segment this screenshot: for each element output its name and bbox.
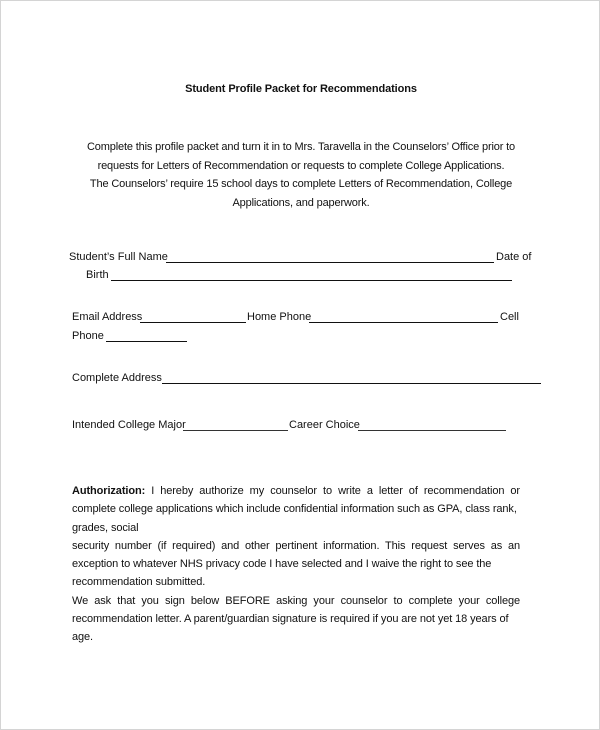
authorization-tail-3: age.: [72, 631, 94, 644]
home-phone-field[interactable]: [309, 322, 498, 323]
authorization-paragraph-1: [72, 482, 520, 519]
authorization-paragraph-2: security number (if required) and other pertinent information. This request serves as an exception to whatever NHS privacy code I have selected and I waive the right to see the: [72, 539, 520, 571]
date-of-birth-label-cont: Birth: [86, 269, 109, 281]
college-major-field[interactable]: [183, 430, 288, 431]
full-name-label: Student’s Full Name: [69, 251, 168, 263]
college-major-label: Intended College Major: [72, 419, 186, 431]
career-choice-label: Career Choice: [289, 419, 360, 431]
address-label: Complete Address: [72, 372, 162, 384]
intro-line: Complete this profile packet and turn it in to Mrs. Taravella in the Counselors’ Office prior to: [86, 141, 516, 153]
home-phone-label: Home Phone: [247, 311, 312, 323]
address-field[interactable]: [162, 383, 541, 384]
intro-line: requests for Letters of Recommendation or requests to complete College Applications.: [97, 159, 505, 172]
contact-row: [1, 310, 600, 350]
authorization-text: I hereby authorize my counselor to write a letter of recommendation or complete college applications which include confidential information such as GPA, class rank,: [72, 485, 520, 516]
intro-line: Applications, and paperwork.: [232, 196, 370, 209]
cell-phone-field[interactable]: [106, 341, 187, 342]
authorization-heading: Authorization:: [72, 485, 146, 497]
authorization-tail-1: grades, social: [72, 521, 139, 534]
intro-paragraph: [71, 138, 531, 212]
document-title: Student Profile Packet for Recommendations: [185, 83, 417, 95]
date-of-birth-field[interactable]: [111, 280, 512, 281]
email-label: Email Address: [72, 311, 143, 323]
cell-phone-label: Cell: [500, 311, 519, 323]
intro-line: The Counselors’ require 15 school days to complete Letters of Recommendation, College: [89, 178, 513, 190]
career-choice-field[interactable]: [358, 430, 506, 431]
email-field[interactable]: [140, 322, 246, 323]
authorization-section: [72, 482, 520, 647]
full-name-row: [1, 250, 600, 290]
authorization-paragraph-3: We ask that you sign below BEFORE asking your counselor to complete your college recommendation letter. A parent/guardian signature is required if you are not yet 18 years of: [72, 594, 520, 626]
major-career-row: [1, 418, 600, 438]
cell-phone-label-cont: Phone: [72, 330, 104, 342]
date-of-birth-label: Date of: [496, 251, 532, 263]
authorization-tail-2: recommendation submitted.: [72, 576, 206, 589]
address-row: [1, 371, 600, 391]
full-name-field[interactable]: [166, 262, 494, 263]
